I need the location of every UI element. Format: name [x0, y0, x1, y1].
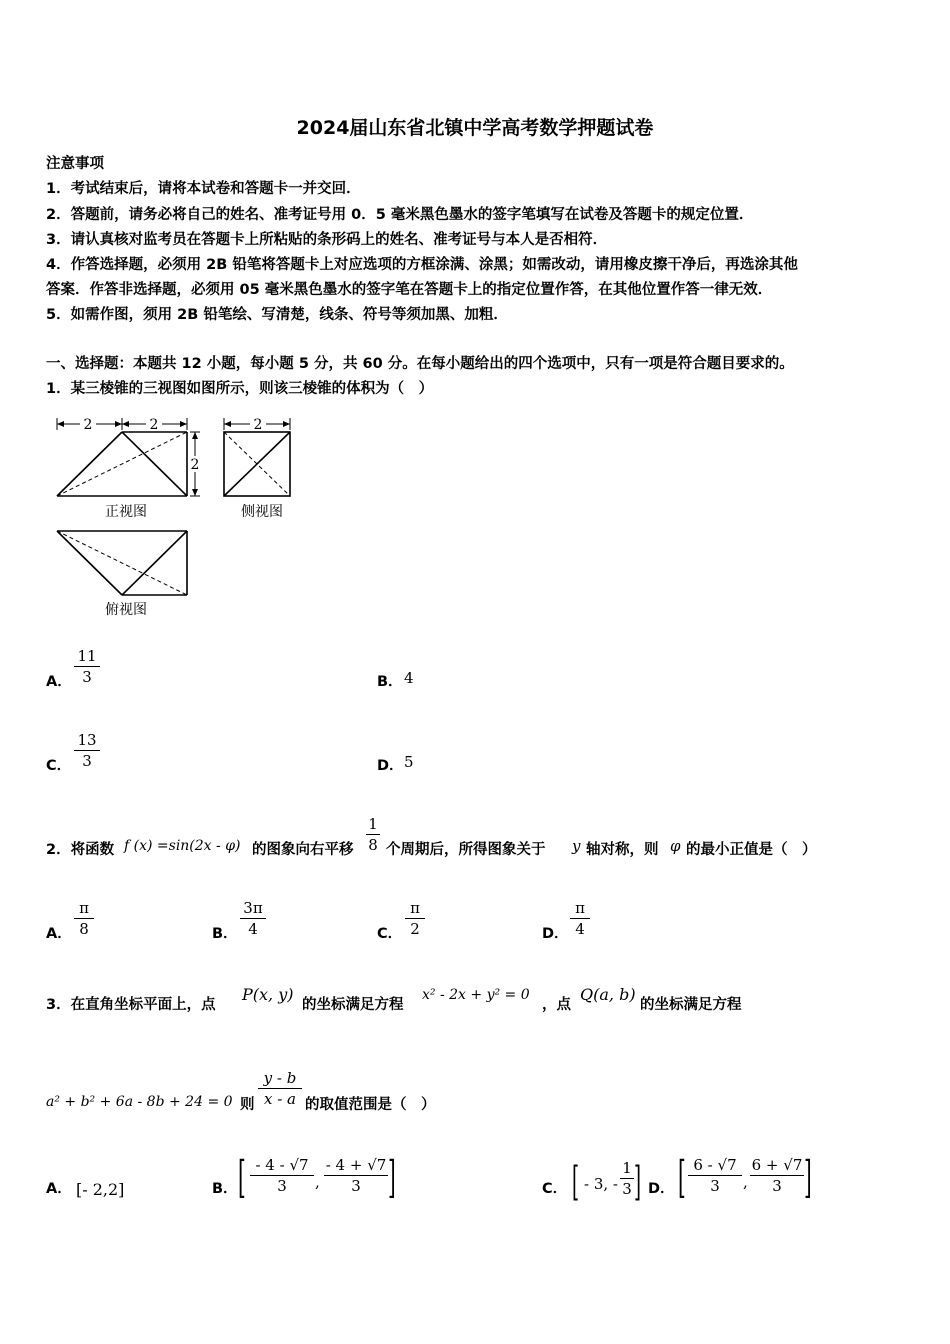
- q3-option-d-comma: ,: [743, 1173, 748, 1191]
- q1-stem: 1．某三棱锥的三视图如图所示，则该三棱锥的体积为（ ）: [46, 381, 434, 397]
- q1-option-c-label: C．: [46, 758, 72, 774]
- page-title: 2024届山东省北镇中学高考数学押题试卷: [296, 117, 654, 139]
- q2-option-a-fraction: [74, 898, 94, 939]
- front-dim-left: 2: [83, 417, 93, 433]
- q3-mid2: ，点: [542, 997, 571, 1013]
- q2-option-c-label: C．: [377, 926, 403, 942]
- notice-item-1: 1．考试结束后，请将本试卷和答题卡一并交回．: [46, 181, 361, 197]
- q2-option-b-fraction: [240, 898, 266, 939]
- q2-function: f (x) =sin(2x - φ): [124, 838, 241, 854]
- side-view-figure: [218, 412, 298, 524]
- q3-option-d-rbracket: ]: [804, 1152, 812, 1203]
- front-view-figure: [50, 412, 210, 524]
- q2-a-den: 8: [79, 920, 89, 938]
- q3-mid3: 的坐标满足方程: [640, 997, 742, 1013]
- q3-equation-2: a² + b² + 6a - 8b + 24 = 0: [46, 1094, 233, 1110]
- q3-mid4: 则: [240, 1097, 255, 1113]
- q3-frac-num: y - b: [263, 1069, 297, 1087]
- q2-a-num: π: [79, 899, 89, 917]
- q3-option-a-value: [- 2,2]: [76, 1180, 125, 1199]
- section-heading: 一、选择题：本题共 12 小题，每小题 5 分，共 60 分。在每小题给出的四个选项中，只有一项是符合题目要求的。: [46, 356, 794, 372]
- q2-phi: φ: [670, 837, 681, 855]
- q3-point-q: Q(a, b): [580, 985, 636, 1004]
- q1-option-c-fraction: [74, 730, 100, 771]
- q3-option-d-fraction-2: [750, 1155, 804, 1196]
- q3-option-b-fraction-2: [324, 1155, 388, 1196]
- notice-item-4-cont: 答案．作答非选择题，必须用 05 毫米黑色墨水的签字笔在答题卡上的指定位置作答，在其他位置作答一律无效．: [46, 282, 773, 298]
- q3-option-a-label: A．: [46, 1181, 72, 1197]
- q2-mid3: 轴对称，则: [586, 842, 659, 858]
- q2-b-den: 4: [248, 920, 258, 938]
- front-dim-height: 2: [190, 457, 200, 473]
- notice-item-2: 2．答题前，请务必将自己的姓名、准考证号用 0．5 毫米黑色墨水的签字笔填写在试卷及答题卡的规定位置．: [46, 207, 754, 223]
- front-dim-right: 2: [149, 417, 159, 433]
- q3-d-den1: 3: [710, 1177, 720, 1195]
- q3-fraction: [258, 1068, 302, 1109]
- q1-c-num: 13: [77, 731, 97, 749]
- q3-option-b-rbracket: ]: [388, 1152, 396, 1203]
- top-view-figure: [50, 526, 195, 622]
- q3-option-c-lbracket: [: [572, 1159, 580, 1205]
- q3-option-c-fraction: [620, 1158, 634, 1199]
- q3-d-den2: 3: [772, 1177, 782, 1195]
- q3-option-c-label: C．: [542, 1181, 568, 1197]
- q1-option-b-label: B．: [377, 674, 403, 690]
- q1-option-b-value: 4: [404, 669, 414, 687]
- q3-mid1: 的坐标满足方程: [302, 997, 404, 1013]
- q2-mid2: 个周期后，所得图象关于: [386, 842, 546, 858]
- q2-mid1: 的图象向右平移: [252, 842, 354, 858]
- front-view-label: 正视图: [105, 504, 147, 520]
- q2-c-den: 2: [410, 920, 420, 938]
- q2-c-num: π: [410, 899, 420, 917]
- q3-d-num2: 6 + √7: [751, 1156, 803, 1174]
- q3-b-num2: - 4 + √7: [325, 1156, 387, 1174]
- q2-y-var: y: [572, 837, 581, 855]
- q3-option-b-lbracket: [: [238, 1152, 246, 1203]
- q2-fraction: [366, 814, 380, 855]
- q3-d-num1: 6 - √7: [693, 1156, 737, 1174]
- q2-option-d-label: D．: [542, 926, 569, 942]
- q3-equation-1: x² - 2x + y² = 0: [422, 987, 530, 1003]
- side-view-label: 侧视图: [241, 504, 283, 520]
- q3-option-d-fraction-1: [688, 1155, 742, 1196]
- q3-b-num1: - 4 - √7: [255, 1156, 309, 1174]
- q3-option-c-pre: - 3, -: [584, 1175, 618, 1193]
- q2-option-d-fraction: [570, 898, 590, 939]
- q1-c-den: 3: [82, 752, 92, 770]
- q2-b-num: 3π: [243, 899, 263, 917]
- q3-b-den2: 3: [351, 1177, 361, 1195]
- q3-prefix: 3．在直角坐标平面上，点: [46, 997, 216, 1013]
- q1-option-a-fraction: [74, 646, 100, 687]
- q1-option-d-label: D．: [377, 758, 404, 774]
- q2-option-b-label: B．: [212, 926, 238, 942]
- q3-option-c-rbracket: ]: [634, 1159, 642, 1205]
- q3-option-b-fraction-1: [250, 1155, 314, 1196]
- q1-option-a-label: A．: [46, 674, 72, 690]
- q1-a-den: 3: [82, 668, 92, 686]
- q2-suffix: 的最小正值是（ ）: [686, 842, 817, 858]
- q2-prefix: 2．将函数: [46, 842, 115, 858]
- notice-heading: 注意事项: [46, 156, 104, 172]
- q3-c-den: 3: [622, 1180, 632, 1198]
- top-view-label: 俯视图: [105, 602, 147, 618]
- q1-option-d-value: 5: [404, 753, 414, 771]
- q3-option-d-lbracket: [: [678, 1152, 686, 1203]
- q2-d-num: π: [575, 899, 585, 917]
- q2-option-a-label: A．: [46, 926, 72, 942]
- q3-option-d-label: D．: [648, 1181, 675, 1197]
- q3-point-p: P(x, y): [242, 985, 294, 1004]
- q1-a-num: 11: [77, 647, 97, 665]
- q3-option-b-label: B．: [212, 1181, 238, 1197]
- q3-option-b-comma: ,: [315, 1173, 320, 1191]
- q3-suffix: 的取值范围是（ ）: [305, 1097, 436, 1113]
- notice-item-5: 5．如需作图，须用 2B 铅笔绘、写清楚，线条、符号等须加黑、加粗．: [46, 307, 508, 323]
- q2-option-c-fraction: [405, 898, 425, 939]
- q2-d-den: 4: [575, 920, 585, 938]
- q3-frac-den: x - a: [263, 1090, 296, 1108]
- q3-c-num: 1: [622, 1159, 632, 1177]
- side-dim: 2: [253, 417, 263, 433]
- notice-item-3: 3．请认真核对监考员在答题卡上所粘贴的条形码上的姓名、准考证号与本人是否相符．: [46, 232, 608, 248]
- q3-b-den1: 3: [277, 1177, 287, 1195]
- q2-frac-num: 1: [368, 815, 378, 833]
- q2-frac-den: 8: [368, 836, 378, 854]
- notice-item-4: 4．作答选择题，必须用 2B 铅笔将答题卡上对应选项的方框涂满、涂黑；如需改动，请用橡皮擦干净后，再选涂其他: [46, 257, 798, 273]
